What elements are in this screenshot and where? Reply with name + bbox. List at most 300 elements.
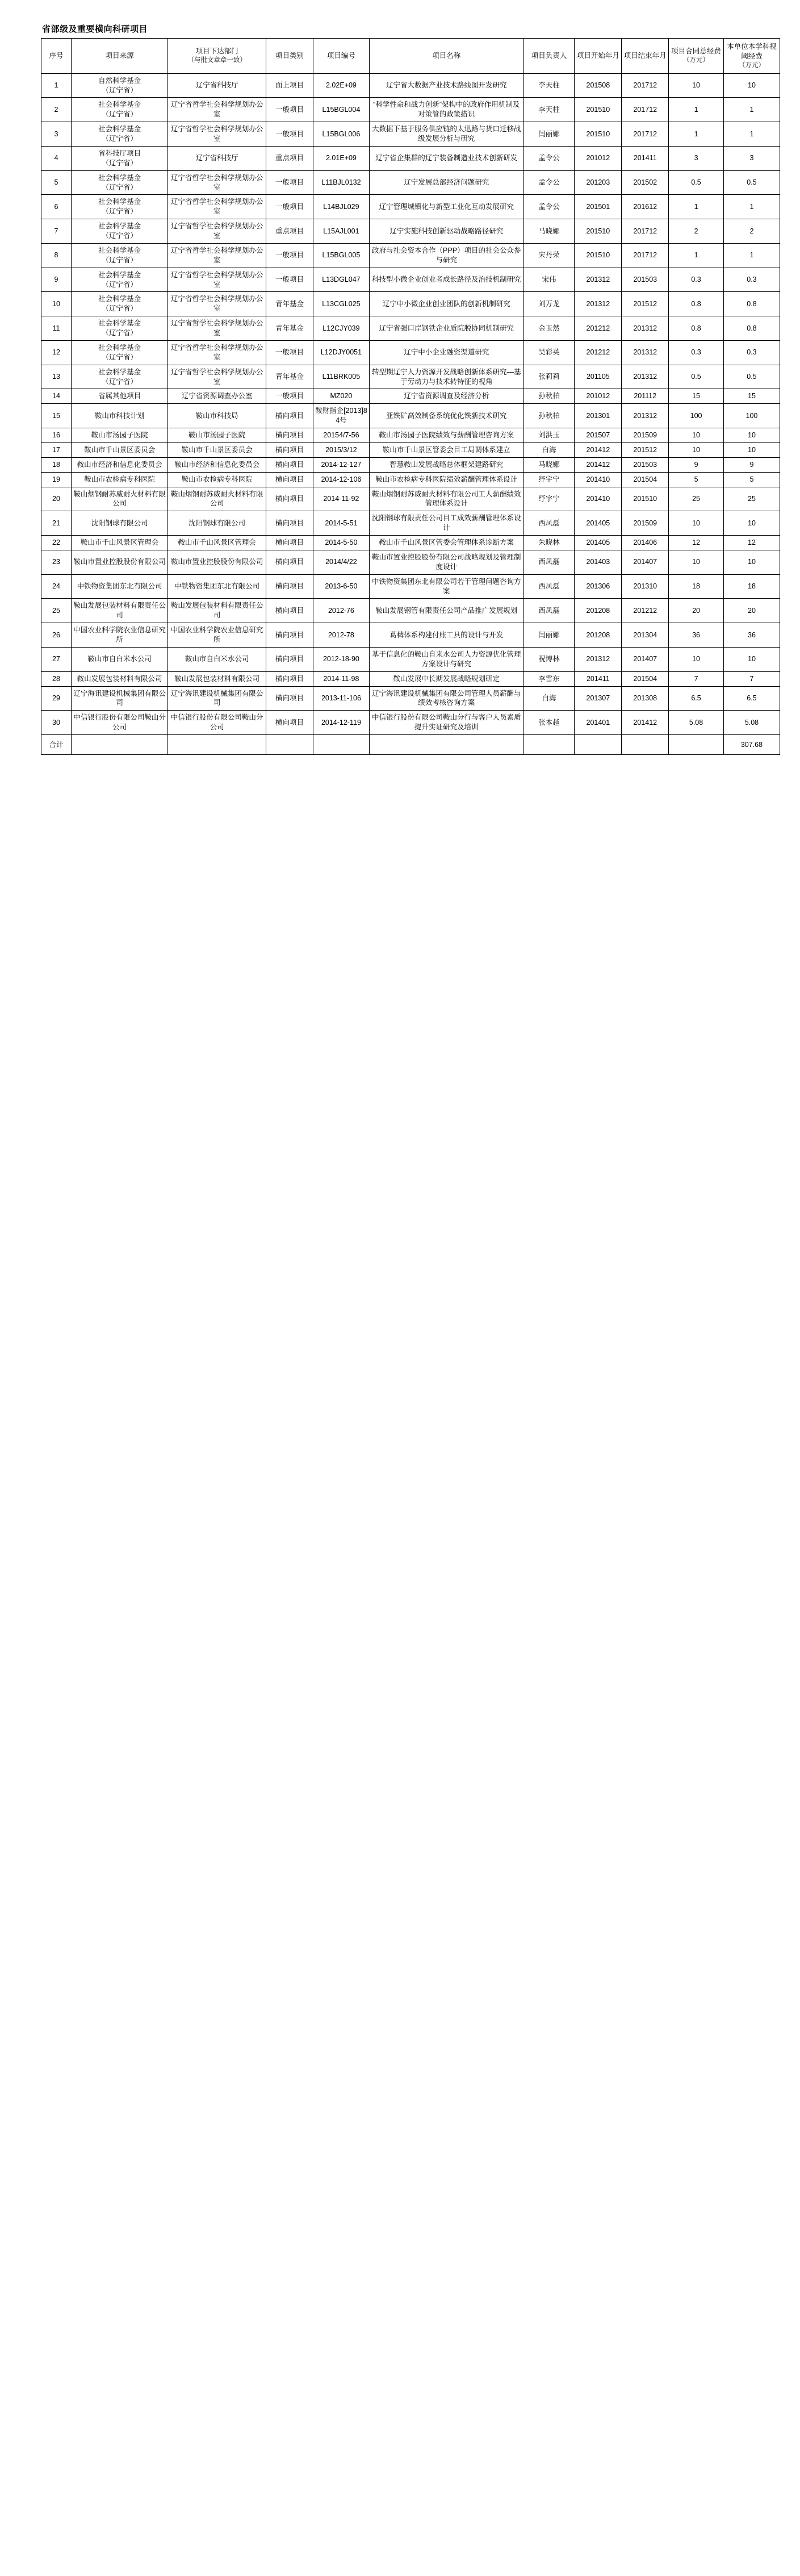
cell-own: 10 [723, 511, 780, 536]
cell-dept: 辽宁省哲学社会科学规划办公室 [168, 292, 266, 316]
research-projects-table [41, 38, 780, 755]
cell-source: 自然科学基金 （辽宁省） [71, 73, 167, 98]
header-name: 项目名称 [369, 39, 523, 74]
cell-own: 0.8 [723, 316, 780, 341]
cell-start: 201105 [575, 365, 622, 389]
cell-total: 2 [669, 219, 724, 244]
cell-name: 辽宁省企集群的辽宁装备制造业技术创新研发 [369, 146, 523, 170]
cell-name: 鞍山市千山风景区管委会管理体系诊断方案 [369, 536, 523, 550]
cell-code: 2014-11-92 [313, 487, 369, 511]
cell-total: 10 [669, 442, 724, 457]
cell-name: 鞍山市汤园子医院绩效与薪酬管理咨询方案 [369, 428, 523, 443]
cell-start: 201410 [575, 487, 622, 511]
cell-code: 2014-5-51 [313, 511, 369, 536]
cell-type: 一般项目 [266, 195, 313, 219]
cell-own: 10 [723, 73, 780, 98]
cell-source: 社会科学基金 （辽宁省） [71, 292, 167, 316]
cell-seq: 28 [41, 671, 72, 686]
header-start: 项目开始年月 [575, 39, 622, 74]
cell-seq: 13 [41, 365, 72, 389]
cell-leader: 白海 [523, 442, 575, 457]
cell-leader: 朱晓林 [523, 536, 575, 550]
table-row [41, 122, 780, 147]
cell-code: 2013-11-106 [313, 686, 369, 711]
cell-type: 面上项目 [266, 73, 313, 98]
cell-start: 201510 [575, 122, 622, 147]
table-row [41, 73, 780, 98]
header-row [41, 39, 780, 74]
cell-total: 1 [669, 98, 724, 122]
cell-end: 201112 [622, 389, 669, 404]
cell-leader: 孙秋柏 [523, 404, 575, 428]
cell-source: 省属其他项目 [71, 389, 167, 404]
cell-source: 社会科学基金 （辽宁省） [71, 219, 167, 244]
cell-leader: 西凤磊 [523, 550, 575, 574]
cell-source: 社会科学基金 （辽宁省） [71, 268, 167, 292]
header-type: 项目类别 [266, 39, 313, 74]
cell-type: 青年基金 [266, 316, 313, 341]
cell-leader: 纾宇宁 [523, 472, 575, 487]
cell-end: 201712 [622, 243, 669, 268]
cell-start: 201307 [575, 686, 622, 711]
table-row [41, 268, 780, 292]
cell-source: 省科技厅项目 （辽宁省） [71, 146, 167, 170]
cell-own: 1 [723, 98, 780, 122]
table-row [41, 442, 780, 457]
cell-own: 3 [723, 146, 780, 170]
header-own-unit: （万元） [738, 61, 765, 69]
cell-code: L15BGL005 [313, 243, 369, 268]
cell-dept: 鞍山市置业控股股份有限公司 [168, 550, 266, 574]
cell-dept: 辽宁省资源调查办公室 [168, 389, 266, 404]
table-header [41, 39, 780, 74]
cell-total: 10 [669, 511, 724, 536]
cell-type: 横向项目 [266, 472, 313, 487]
cell-source: 社会科学基金 （辽宁省） [71, 195, 167, 219]
cell-code: L15BGL004 [313, 98, 369, 122]
cell-code: L11BJL0132 [313, 170, 369, 195]
cell-source: 中信银行股份有限公司鞍山分公司 [71, 711, 167, 735]
cell-start: 201507 [575, 428, 622, 443]
cell-own: 10 [723, 647, 780, 671]
cell-start: 201301 [575, 404, 622, 428]
table-row [41, 316, 780, 341]
cell-seq: 18 [41, 457, 72, 472]
cell-name: 鞍山市千山景区管委会目工局调体系建立 [369, 442, 523, 457]
page-title: 省部级及重要横向科研项目 [42, 24, 148, 34]
cell-end: 201411 [622, 146, 669, 170]
total-label: 合计 [41, 735, 72, 755]
total-spacer [669, 735, 724, 755]
cell-dept: 辽宁省哲学社会科学规划办公室 [168, 219, 266, 244]
header-end: 项目结束年月 [622, 39, 669, 74]
cell-source: 鞍山市千山景区委员会 [71, 442, 167, 457]
cell-type: 横向项目 [266, 550, 313, 574]
cell-name: 中信银行股份有限公司鞍山分行与客户人员素质提升实证研究及培训 [369, 711, 523, 735]
cell-dept: 辽宁省科技厅 [168, 73, 266, 98]
cell-leader: 李天柱 [523, 98, 575, 122]
cell-own: 6.5 [723, 686, 780, 711]
total-spacer [523, 735, 575, 755]
cell-total: 0.3 [669, 340, 724, 365]
cell-total: 15 [669, 389, 724, 404]
cell-own: 10 [723, 550, 780, 574]
cell-source: 鞍山发展包装材料有限公司 [71, 671, 167, 686]
cell-name: 亚铁矿高效制备系统优化铁新技术研究 [369, 404, 523, 428]
cell-source: 辽宁海讯建设机械集团有限公司 [71, 686, 167, 711]
cell-leader: 孟令公 [523, 170, 575, 195]
cell-type: 一般项目 [266, 170, 313, 195]
table-row [41, 457, 780, 472]
cell-seq: 14 [41, 389, 72, 404]
cell-total: 3 [669, 146, 724, 170]
cell-name: 辽宁省大数据产业技术路线图开发研究 [369, 73, 523, 98]
cell-seq: 20 [41, 487, 72, 511]
cell-leader: 孙秋柏 [523, 389, 575, 404]
cell-name: 辽宁发展总部经济问题研究 [369, 170, 523, 195]
table-row [41, 389, 780, 404]
cell-own: 1 [723, 122, 780, 147]
cell-own: 2 [723, 219, 780, 244]
header-total [669, 39, 724, 74]
cell-own: 0.5 [723, 365, 780, 389]
cell-source: 鞍山市千山风景区管理会 [71, 536, 167, 550]
cell-seq: 23 [41, 550, 72, 574]
cell-seq: 9 [41, 268, 72, 292]
cell-dept: 鞍山市千山风景区管理会 [168, 536, 266, 550]
cell-code: 2014-12-127 [313, 457, 369, 472]
cell-leader: 宋伟 [523, 268, 575, 292]
total-row [41, 735, 780, 755]
cell-dept: 鞍山市经济和信息化委员会 [168, 457, 266, 472]
cell-end: 201310 [622, 574, 669, 599]
cell-start: 201411 [575, 671, 622, 686]
cell-end: 201712 [622, 98, 669, 122]
cell-end: 201512 [622, 442, 669, 457]
cell-source: 鞍山市科技计划 [71, 404, 167, 428]
table-row [41, 574, 780, 599]
cell-code: 2015/3/12 [313, 442, 369, 457]
cell-own: 1 [723, 195, 780, 219]
cell-type: 横向项目 [266, 686, 313, 711]
cell-seq: 1 [41, 73, 72, 98]
cell-own: 0.3 [723, 340, 780, 365]
cell-own: 25 [723, 487, 780, 511]
cell-leader: 孟令公 [523, 195, 575, 219]
total-spacer [266, 735, 313, 755]
cell-type: 横向项目 [266, 599, 313, 623]
cell-seq: 27 [41, 647, 72, 671]
cell-own: 0.8 [723, 292, 780, 316]
cell-start: 201208 [575, 599, 622, 623]
cell-start: 201510 [575, 98, 622, 122]
table-row [41, 647, 780, 671]
cell-dept: 沈阳钢球有限公司 [168, 511, 266, 536]
cell-code: 2014-12-106 [313, 472, 369, 487]
cell-type: 横向项目 [266, 671, 313, 686]
cell-start: 201012 [575, 389, 622, 404]
cell-code: L11BRK005 [313, 365, 369, 389]
cell-leader: 西凤磊 [523, 511, 575, 536]
cell-start: 201306 [575, 574, 622, 599]
cell-name: 转型期辽宁人力资源开发战略创新体系研究—基于劳动力与技术转特征的视角 [369, 365, 523, 389]
cell-leader: 张莉莉 [523, 365, 575, 389]
table-row [41, 340, 780, 365]
cell-dept: 中信银行股份有限公司鞍山分公司 [168, 711, 266, 735]
cell-own: 10 [723, 428, 780, 443]
cell-start: 201405 [575, 511, 622, 536]
cell-start: 201403 [575, 550, 622, 574]
cell-name: 辽宁省强口岸钢铁企业质院脱协同机制研究 [369, 316, 523, 341]
cell-code: 2013-6-50 [313, 574, 369, 599]
cell-end: 201312 [622, 340, 669, 365]
cell-code: 2014-5-50 [313, 536, 369, 550]
cell-dept: 鞍山市自白米水公司 [168, 647, 266, 671]
cell-seq: 24 [41, 574, 72, 599]
header-total-main: 项目合同总经费 [671, 47, 721, 56]
cell-start: 201208 [575, 623, 622, 648]
cell-source: 社会科学基金 （辽宁省） [71, 170, 167, 195]
cell-type: 重点项目 [266, 219, 313, 244]
cell-own: 18 [723, 574, 780, 599]
cell-code: L15BGL006 [313, 122, 369, 147]
cell-seq: 10 [41, 292, 72, 316]
cell-start: 201508 [575, 73, 622, 98]
cell-end: 201504 [622, 472, 669, 487]
cell-leader: 闫丽娜 [523, 623, 575, 648]
header-own [723, 39, 780, 74]
cell-code: 鞍财指企[2013]84号 [313, 404, 369, 428]
cell-seq: 22 [41, 536, 72, 550]
cell-code: 2012-76 [313, 599, 369, 623]
cell-end: 201406 [622, 536, 669, 550]
cell-dept: 鞍山发展包装材料有限公司 [168, 671, 266, 686]
total-spacer [71, 735, 167, 755]
cell-end: 201509 [622, 428, 669, 443]
cell-total: 10 [669, 73, 724, 98]
table-row [41, 511, 780, 536]
table-row [41, 671, 780, 686]
cell-type: 一般项目 [266, 122, 313, 147]
table-row [41, 170, 780, 195]
cell-code: 2.01E+09 [313, 146, 369, 170]
header-source: 项目来源 [71, 39, 167, 74]
table-row [41, 365, 780, 389]
cell-seq: 11 [41, 316, 72, 341]
cell-dept: 辽宁省哲学社会科学规划办公室 [168, 365, 266, 389]
total-value: 307.68 [723, 735, 780, 755]
cell-source: 中国农业科学院农业信息研究所 [71, 623, 167, 648]
table-body [41, 73, 780, 754]
cell-dept: 辽宁省哲学社会科学规划办公室 [168, 316, 266, 341]
cell-source: 鞍山市汤园子医院 [71, 428, 167, 443]
table-row [41, 243, 780, 268]
cell-name: 鞍山发展中长期发展战略规划研定 [369, 671, 523, 686]
cell-end: 201502 [622, 170, 669, 195]
table-row [41, 146, 780, 170]
cell-end: 201407 [622, 550, 669, 574]
table-row [41, 404, 780, 428]
cell-end: 201407 [622, 647, 669, 671]
cell-total: 36 [669, 623, 724, 648]
cell-type: 重点项目 [266, 146, 313, 170]
cell-type: 一般项目 [266, 98, 313, 122]
cell-own: 0.3 [723, 268, 780, 292]
cell-own: 5.08 [723, 711, 780, 735]
cell-end: 201712 [622, 219, 669, 244]
cell-type: 一般项目 [266, 268, 313, 292]
table-row [41, 428, 780, 443]
cell-source: 鞍山烟钢耐苏威耐火材料有限公司 [71, 487, 167, 511]
total-spacer [313, 735, 369, 755]
cell-code: 20154/7-56 [313, 428, 369, 443]
header-dept [168, 39, 266, 74]
cell-end: 201509 [622, 511, 669, 536]
cell-source: 鞍山市自白米水公司 [71, 647, 167, 671]
cell-start: 201412 [575, 457, 622, 472]
cell-dept: 辽宁省哲学社会科学规划办公室 [168, 340, 266, 365]
cell-own: 10 [723, 442, 780, 457]
cell-leader: 西凤磊 [523, 599, 575, 623]
cell-seq: 2 [41, 98, 72, 122]
cell-dept: 辽宁海讯建设机械集团有限公司 [168, 686, 266, 711]
cell-leader: 西凤磊 [523, 574, 575, 599]
cell-total: 100 [669, 404, 724, 428]
cell-total: 18 [669, 574, 724, 599]
cell-type: 横向项目 [266, 428, 313, 443]
cell-end: 201510 [622, 487, 669, 511]
cell-seq: 25 [41, 599, 72, 623]
cell-total: 10 [669, 550, 724, 574]
cell-total: 12 [669, 536, 724, 550]
cell-leader: 宋丹荣 [523, 243, 575, 268]
header-seq: 序号 [41, 39, 72, 74]
cell-dept: 中国农业科学院农业信息研究所 [168, 623, 266, 648]
table-row [41, 686, 780, 711]
cell-own: 12 [723, 536, 780, 550]
cell-code: L13CGL025 [313, 292, 369, 316]
table-row [41, 195, 780, 219]
header-total-unit: （万元） [683, 57, 710, 64]
cell-start: 201203 [575, 170, 622, 195]
cell-total: 0.5 [669, 170, 724, 195]
cell-start: 201212 [575, 340, 622, 365]
cell-seq: 7 [41, 219, 72, 244]
cell-code: L12DJY0051 [313, 340, 369, 365]
cell-name: 鞍山市农检病专科医院绩效薪酬管理体系设计 [369, 472, 523, 487]
cell-type: 横向项目 [266, 511, 313, 536]
cell-start: 201312 [575, 292, 622, 316]
cell-total: 0.3 [669, 268, 724, 292]
cell-leader: 吴彩英 [523, 340, 575, 365]
total-spacer [575, 735, 622, 755]
cell-type: 横向项目 [266, 574, 313, 599]
cell-dept: 鞍山市汤园子医院 [168, 428, 266, 443]
cell-end: 201504 [622, 671, 669, 686]
cell-end: 201412 [622, 711, 669, 735]
cell-code: L14BJL029 [313, 195, 369, 219]
cell-end: 201612 [622, 195, 669, 219]
cell-dept: 辽宁省哲学社会科学规划办公室 [168, 195, 266, 219]
cell-total: 20 [669, 599, 724, 623]
cell-end: 201712 [622, 122, 669, 147]
cell-total: 0.8 [669, 292, 724, 316]
cell-dept: 辽宁省哲学社会科学规划办公室 [168, 98, 266, 122]
cell-start: 201410 [575, 472, 622, 487]
cell-own: 36 [723, 623, 780, 648]
cell-start: 201312 [575, 268, 622, 292]
cell-seq: 19 [41, 472, 72, 487]
cell-code: L15AJL001 [313, 219, 369, 244]
cell-type: 青年基金 [266, 292, 313, 316]
cell-code: 2014-12-119 [313, 711, 369, 735]
cell-total: 1 [669, 243, 724, 268]
cell-total: 9 [669, 457, 724, 472]
cell-leader: 李天柱 [523, 73, 575, 98]
cell-type: 青年基金 [266, 365, 313, 389]
cell-type: 横向项目 [266, 647, 313, 671]
cell-dept: 鞍山市千山景区委员会 [168, 442, 266, 457]
cell-start: 201312 [575, 647, 622, 671]
cell-name: 沈阳钢球有限责任公司目工成效薪酬管理体系设计 [369, 511, 523, 536]
cell-source: 沈阳钢球有限公司 [71, 511, 167, 536]
cell-seq: 29 [41, 686, 72, 711]
cell-name: 辽宁实施科技创新驱动战略路径研究 [369, 219, 523, 244]
cell-source: 鞍山市农检病专科医院 [71, 472, 167, 487]
cell-leader: 闫丽娜 [523, 122, 575, 147]
cell-total: 0.8 [669, 316, 724, 341]
document-page [0, 0, 800, 778]
cell-end: 201312 [622, 316, 669, 341]
header-code: 项目编号 [313, 39, 369, 74]
cell-end: 201312 [622, 365, 669, 389]
cell-leader: 张本越 [523, 711, 575, 735]
cell-source: 社会科学基金 （辽宁省） [71, 98, 167, 122]
cell-leader: 金玉然 [523, 316, 575, 341]
cell-name: 辽宁管理城镇化与新型工业化互动发展研究 [369, 195, 523, 219]
cell-total: 25 [669, 487, 724, 511]
cell-dept: 辽宁省哲学社会科学规划办公室 [168, 268, 266, 292]
cell-type: 横向项目 [266, 536, 313, 550]
header-dept-main: 项目下达部门 [195, 47, 238, 56]
cell-start: 201412 [575, 442, 622, 457]
cell-source: 社会科学基金 （辽宁省） [71, 365, 167, 389]
header-own-main: 本单位本学科视阈经费 [727, 43, 777, 60]
total-spacer [622, 735, 669, 755]
cell-name: 辽宁中小微企业创业团队的创新机制研究 [369, 292, 523, 316]
cell-end: 201308 [622, 686, 669, 711]
cell-own: 20 [723, 599, 780, 623]
table-row [41, 98, 780, 122]
cell-leader: 祝博林 [523, 647, 575, 671]
cell-dept: 辽宁省科技厅 [168, 146, 266, 170]
table-row [41, 292, 780, 316]
cell-leader: 纾宇宁 [523, 487, 575, 511]
header-leader: 项目负责人 [523, 39, 575, 74]
cell-type: 横向项目 [266, 404, 313, 428]
cell-source: 鞍山市置业控股股份有限公司 [71, 550, 167, 574]
cell-own: 1 [723, 243, 780, 268]
cell-name: 鞍山烟钢耐苏威耐火材料有限公司工人薪酬绩效管理体系设计 [369, 487, 523, 511]
cell-type: 横向项目 [266, 442, 313, 457]
cell-type: 一般项目 [266, 340, 313, 365]
cell-source: 中铁物资集团东北有限公司 [71, 574, 167, 599]
cell-name: 辽宁中小企业融资渠道研究 [369, 340, 523, 365]
table-row [41, 472, 780, 487]
cell-name: 智慧鞍山发展战略总体框架建路研究 [369, 457, 523, 472]
cell-name: 鞍山发展钢管有限责任公司产品推广发展规划 [369, 599, 523, 623]
cell-own: 7 [723, 671, 780, 686]
